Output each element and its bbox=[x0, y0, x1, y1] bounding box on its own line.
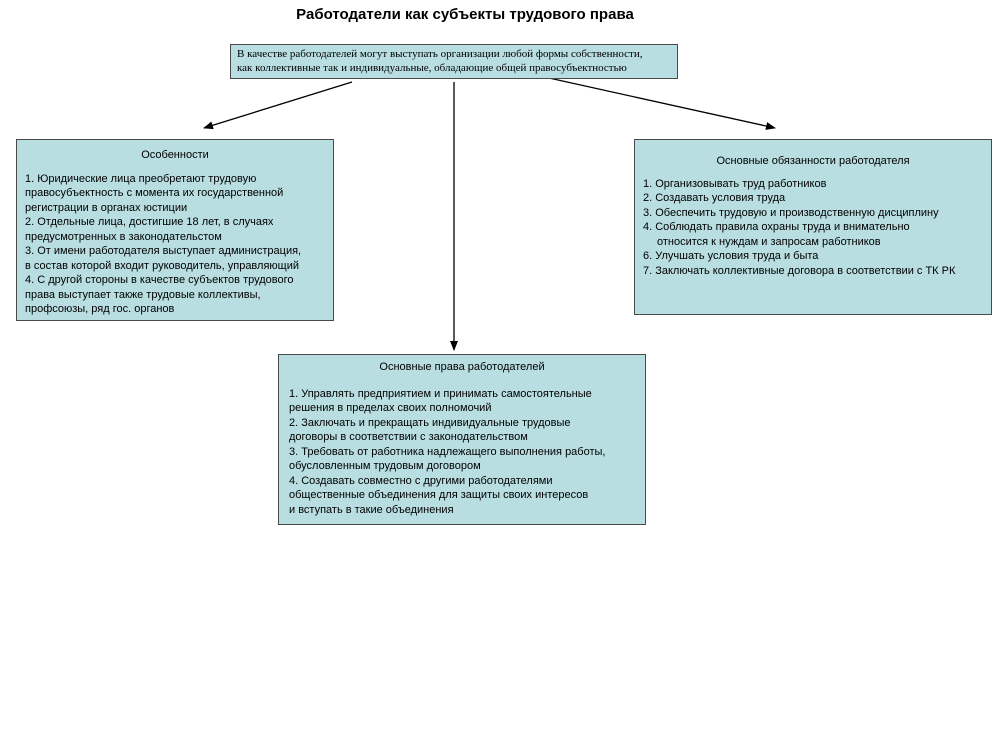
duties-box bbox=[634, 139, 992, 315]
arrow-to-duties bbox=[549, 78, 775, 128]
diagram-title: Работодатели как субъекты трудового права bbox=[296, 6, 634, 23]
rights-heading: Основные права работодателей bbox=[379, 361, 545, 373]
rights-line: 3. Требовать от работника надлежащего выполнения работы, bbox=[289, 445, 606, 458]
duties-line: 2. Создавать условия труда bbox=[643, 192, 786, 204]
features-line: 3. От имени работодателя выступает администрация, bbox=[25, 245, 302, 257]
duties-line: 4. Соблюдать правила охраны труда и внимательно bbox=[643, 221, 910, 233]
definition-line: В качестве работодателей могут выступать организации любой формы собственности, bbox=[237, 48, 643, 60]
features-line: 1. Юридические лица преобретают трудовую bbox=[25, 172, 257, 185]
rights-line: 1. Управлять предприятием и принимать самостоятельные bbox=[289, 387, 592, 400]
duties-line: 6. Улучшать условия труда и быта bbox=[643, 250, 819, 262]
features-line: профсоюзы, ряд гос. органов bbox=[25, 303, 175, 315]
arrow-to-features bbox=[204, 82, 352, 128]
rights-line: договоры в соответствии с законодательством bbox=[289, 431, 528, 443]
duties-line: 3. Обеспечить трудовую и производственную дисциплину bbox=[643, 206, 939, 219]
features-line: в состав которой входит руководитель, управляющий bbox=[25, 259, 299, 272]
rights-line: решения в пределах своих полномочий bbox=[289, 402, 492, 414]
features-line: правосубъектность с момента их государственной bbox=[25, 187, 284, 199]
duties-heading: Основные обязанности работодателя bbox=[716, 155, 910, 167]
features-line: регистрации в органах юстиции bbox=[25, 201, 188, 214]
rights-line: 4. Создавать совместно с другими работодателями bbox=[289, 474, 553, 487]
definition-line: как коллективные так и индивидуальные, обладающие общей правосубъектностью bbox=[237, 62, 627, 74]
rights-line: обусловленным трудовым договором bbox=[289, 460, 481, 472]
features-line: 2. Отдельные лица, достигшие 18 лет, в случаях bbox=[25, 216, 274, 228]
duties-line: 7. Заключать коллективные договора в соответствии с ТК РК bbox=[643, 264, 956, 277]
features-line: права выступает также трудовые коллективы, bbox=[25, 288, 261, 301]
duties-line: 1. Организовывать труд работников bbox=[643, 177, 827, 190]
features-line: 4. С другой стороны в качестве субъектов трудового bbox=[25, 274, 294, 286]
features-heading: Особенности bbox=[141, 149, 209, 161]
rights-line: и вступать в такие объединения bbox=[289, 503, 454, 516]
rights-line: 2. Заключать и прекращать индивидуальные трудовые bbox=[289, 416, 571, 429]
rights-line: общественные объединения для защиты своих интересов bbox=[289, 489, 589, 501]
features-box bbox=[16, 139, 334, 321]
duties-line: относится к нуждам и запросам работников bbox=[657, 235, 881, 248]
features-line: предусмотренных в законодательстом bbox=[25, 230, 222, 243]
employer-definition-box bbox=[230, 44, 678, 79]
rights-box bbox=[278, 354, 646, 525]
